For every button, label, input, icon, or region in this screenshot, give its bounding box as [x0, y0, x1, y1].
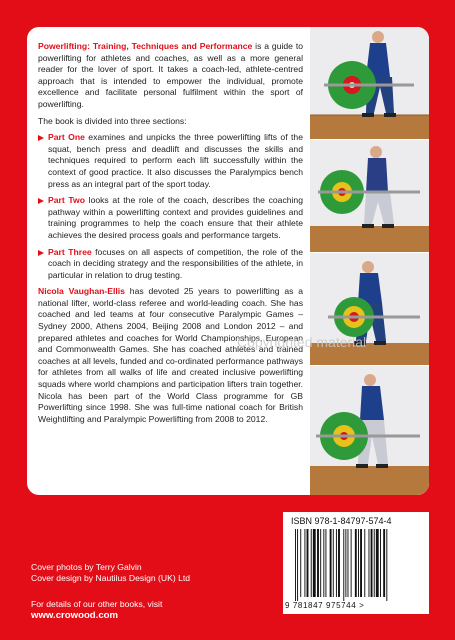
details-line: For details of our other books, visit [31, 599, 163, 609]
sections-intro: The book is divided into three sections: [38, 115, 187, 126]
barcode-bar [317, 529, 319, 597]
barcode-bar [351, 529, 352, 597]
barcode-bar [364, 529, 365, 597]
barcode-bar [358, 529, 359, 597]
barcode-bar [320, 529, 321, 597]
lifter-photo [310, 366, 429, 495]
barcode-box [283, 512, 429, 614]
section-part-three: Part Three focuses on all aspects of competition, the role of the coach in deciding strategy and the responsibilities of the athlete, in particular in relation to drug testing. [38, 247, 303, 282]
barcode-bar [369, 529, 370, 597]
lifter-photo [310, 140, 429, 252]
barcode-bar [360, 529, 362, 597]
barcode-bar [300, 529, 301, 597]
author-bio: Nicola Vaughan-Ellis has devoted 25 years to powerlifting as a national lifter, world-class referee and world-leading coach. She has coached and led teams at four consecutive Paralympic Games – Sydney 2000, Athens 2004, Beijing 2008 and London 2012 – and prepared athletes and coaches for World Championships, European and Commonwealth Games. She has coached athletes and trained coaches at all levels, funded and co-ordinated performance pathways for athletes from all walks of life and created inclusive powerlifting squads where world champions and participation lifters train together. Nicola has been part of the World Class programme for GB Powerlifting since 1998. She was full-time national coach for British Weightlifting and Paralympic Powerlifting from 2008 to 2012. [38, 286, 304, 424]
barcode-bar [333, 529, 334, 597]
barcode-bar [338, 529, 340, 597]
author-name: Nicola Vaughan-Ellis [38, 286, 125, 297]
watermark: Copyrighted material [237, 334, 367, 350]
section-part-two: Part Two looks at the role of the coach, describes the coaching pathway within a powerlifting context and provides guidelines and training programmes to help the coach ensure that their athlete achieves the desired process goals and performance targets. [38, 195, 303, 241]
triangle-bullet-icon [38, 135, 44, 141]
barcode-bar [386, 529, 387, 601]
barcode-bar [336, 529, 337, 597]
barcode-bar [330, 529, 332, 597]
triangle-bullet-icon [38, 250, 44, 256]
website-link[interactable]: www.crowood.com [31, 610, 119, 621]
barcode-bar [376, 529, 379, 597]
barcode-bar [343, 529, 344, 601]
triangle-bullet-icon [38, 198, 44, 204]
blurb-text [38, 41, 303, 430]
barcode-bar [311, 529, 312, 597]
photo-strip [310, 27, 429, 495]
barcode-bar [345, 529, 346, 597]
photo-credit: Cover photos by Terry Galvin [31, 562, 142, 572]
barcode-bar [355, 529, 357, 597]
barcode-digits: 9 781847 975744 > [285, 601, 365, 610]
isbn-text: ISBN 978-1-84797-574-4 [291, 516, 392, 526]
design-credit: Cover design by Nautilus Design (UK) Ltd [31, 573, 191, 583]
barcode-bar [323, 529, 324, 597]
barcode-bar [297, 529, 298, 601]
barcode-bar [374, 529, 375, 597]
publisher-details [31, 599, 162, 621]
book-title: Powerlifting: Training, Techniques and Performance [38, 41, 253, 51]
barcode-bar [371, 529, 373, 597]
barcode-bar [380, 529, 381, 597]
section-part-one: Part One examines and unpicks the three powerlifting lifts of the squat, bench press and deadlift and discusses the skills and techniques required to perform each lift successfully within the context of good practice. It also discusses the Paralympics bench press as an integral part of the sport today. [38, 132, 303, 190]
barcode-bar [295, 529, 296, 601]
barcode-bar [313, 529, 316, 597]
lifter-photo [310, 27, 429, 139]
barcode-bar [304, 529, 305, 597]
barcode-bar [348, 529, 349, 597]
barcode-bar [307, 529, 309, 597]
intro-paragraph: Powerlifting: Training, Techniques and Performance is a guide to powerlifting for athletes and coaches, as well as a more general reader for the lover of sport. It takes a coach-led, athlete-centred approach that is intended to empower the individual, promote excellence and facilitate personal fulfilment within the sport of powerlifting. [38, 41, 303, 109]
barcode-bar [383, 529, 385, 597]
barcode-bar [325, 529, 326, 597]
barcode-icon [291, 529, 421, 601]
cover-credits [31, 562, 190, 584]
back-cover-panel [27, 27, 429, 495]
